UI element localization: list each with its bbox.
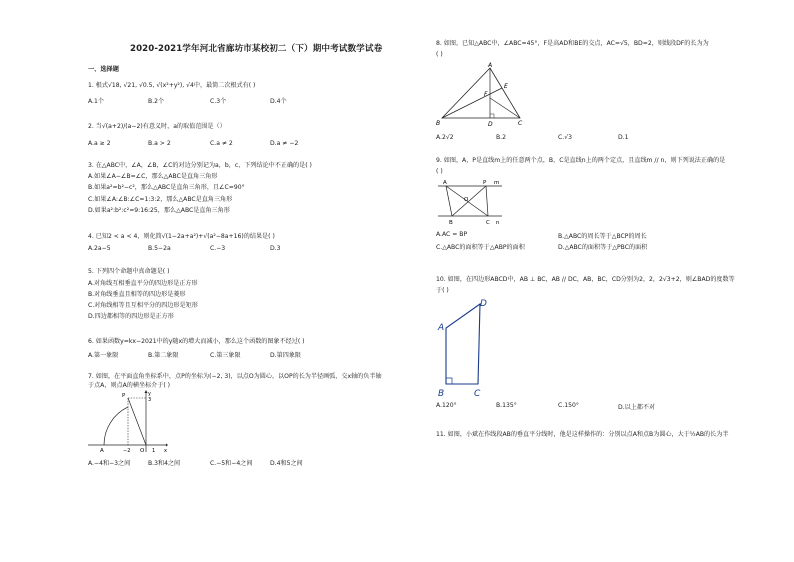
q7-figure	[88, 390, 168, 456]
q7-text-line1: 7. 如图，在平面直角坐标系中，点P的坐标为(−2, 3)，以点O为圆心，以OP的长为半径画弧，交x轴的负半轴	[88, 373, 382, 380]
q7-label-y: y	[148, 391, 151, 397]
q4-option-a: A.2a−5	[88, 245, 111, 252]
q7-text-line2: 于点A，则点A的横坐标介于( )	[88, 382, 171, 389]
q5-option-c: C.对角线相等且互相平分的四边形是矩形	[88, 302, 198, 309]
q9-label-p: P	[483, 180, 487, 186]
q2-option-c: C.a ≠ 2	[210, 140, 233, 147]
q8-option-d: D.1	[618, 134, 629, 141]
q8-text-line1: 8. 如图，已知△ABC中，∠ABC=45°，F是高AD和BE的交点，AC=√5，BD=2，则线段DF的长为为	[436, 40, 709, 47]
q5-option-a: A.对角线互相垂直平分的四边形是正方形	[88, 280, 198, 287]
q8-option-a: A.2√2	[436, 134, 454, 141]
q7-label-3: 3	[148, 397, 152, 403]
q2-option-b: B.a > 2	[148, 140, 171, 147]
section-heading: 一、选择题	[88, 66, 119, 73]
q9-label-a: A	[443, 180, 447, 186]
q10-label-a: A	[438, 323, 445, 333]
q10-text-line1: 10. 如图，在四边形ABCD中，AB ⊥ BC，AB // DC，AB，BC，CD分别为2，2，2√3+2，则∠BAD的度数等	[436, 276, 735, 283]
q8-option-c: C.√3	[558, 134, 572, 141]
q1-option-d: D.4个	[270, 98, 287, 105]
q6-text: 6. 如果函数y=kx−2021中的y随x的增大而减小，那么这个函数的图象不经过( )	[88, 338, 305, 345]
q9-segment-ab	[446, 186, 452, 216]
q1-option-c: C.3个	[210, 98, 227, 105]
q10-quadrilateral	[446, 304, 480, 384]
q6-option-c: C.第三象限	[210, 352, 241, 359]
q8-label-c: C	[518, 120, 523, 127]
q9-text-line1: 9. 如图，A，P是直线m上的任意两个点，B，C是直线n上的两个定点，且直线m // n，则下列说法正确的是	[436, 157, 726, 164]
q6-option-a: A.第一象限	[88, 352, 119, 359]
q10-text-line2: 于( )	[436, 287, 449, 294]
q4-option-c: C.−3	[210, 245, 226, 252]
q9-option-b: B.△ABC的周长等于△BCP的周长	[558, 233, 647, 240]
document-title: 2020-2021学年河北省廊坊市某校初二（下）期中考试数学试卷	[130, 44, 383, 54]
q10-label-b: B	[438, 389, 445, 399]
q9-segment-pc	[486, 186, 488, 216]
q10-option-a: A.120°	[436, 402, 457, 409]
q1-option-b: B.2个	[148, 98, 165, 105]
q8-option-b: B.2	[496, 134, 506, 141]
q10-option-b: B.135°	[496, 402, 517, 409]
q9-label-n: n	[496, 220, 500, 226]
q9-text-line2: ( )	[436, 168, 443, 175]
q4-option-d: D.3	[270, 245, 281, 252]
q10-figure	[436, 294, 496, 400]
q3-option-b: B.如果a²=b²−c²，那么△ABC是直角三角形，且∠C=90°	[88, 184, 245, 191]
q8-figure	[434, 62, 524, 128]
q7-segment-op	[128, 398, 146, 445]
q9-option-a: A.AC = BP	[436, 231, 468, 238]
q9-option-c: C.△ABC的面积等于△ABP的面积	[436, 244, 525, 251]
q8-label-d: D	[488, 121, 493, 128]
q9-segment-pb	[452, 186, 486, 216]
q2-text: 2. 当√(a+2)/(a−2)有意义时，a的取值范围是（）	[88, 123, 226, 130]
q3-text: 3. 在△ABC中，∠A，∠B，∠C的对边分别记为a，b，c，下列结论中不正确的是( )	[88, 162, 312, 169]
q3-option-c: C.如果∠A:∠B:∠C=1:3:2，那么△ABC是直角三角形	[88, 196, 233, 203]
q8-text-line2: ( )	[436, 51, 443, 58]
q7-x-arrow	[166, 444, 168, 447]
q9-label-o: O	[464, 197, 469, 203]
q2-option-a: A.a ≥ 2	[88, 140, 111, 147]
q7-label-a: A	[100, 448, 104, 454]
q11-text: 11. 如图，小斌在作线段AB的垂直平分线时，他是这样操作的：分别以点A和点B为圆心，大于½AB的长为半	[436, 431, 729, 438]
q9-figure	[436, 178, 506, 228]
q9-label-c: C	[486, 220, 490, 226]
q6-option-d: D.第四象限	[270, 352, 302, 359]
q7-option-a: A.−4和−3之间	[88, 460, 131, 467]
q10-right-angle-b	[446, 378, 452, 384]
q7-arc	[104, 407, 128, 445]
q8-label-a: A	[488, 62, 493, 69]
q9-option-d: D.△ABC的面积等于△PBC的面积	[558, 244, 648, 251]
q8-label-b: B	[436, 120, 441, 127]
q10-label-c: C	[474, 389, 481, 399]
q7-option-d: D.4和5之间	[270, 460, 303, 467]
q3-option-a: A.如果∠A−∠B=∠C，那么△ABC是直角三角形	[88, 173, 218, 180]
q10-label-d: D	[480, 299, 487, 309]
q6-option-b: B.第二象限	[148, 352, 179, 359]
q7-option-c: C.−5和−4之间	[210, 460, 253, 467]
q3-option-d: D.如果a²:b²:c²=9:16:25，那么△ABC是直角三角形	[88, 207, 230, 214]
q7-label-o: O	[140, 448, 145, 454]
q7-label-neg2: −2	[123, 448, 131, 454]
q5-text: 5. 下列四个命题中真命题是( )	[88, 268, 170, 275]
q4-text: 4. 已知2 < a < 4，则化简√(1−2a+a²)+√(a²−8a+16)的结果是( )	[88, 233, 275, 240]
q10-option-c: C.150°	[558, 402, 579, 409]
q8-label-f: F	[484, 91, 488, 98]
q9-label-m: m	[494, 180, 500, 186]
q8-label-e: E	[504, 83, 508, 90]
q1-text: 1. 根式√18, √21, √0.5, √(x²+y²), √4中，最简二次根式有( )	[88, 82, 256, 89]
q7-option-b: B.3和4之间	[148, 460, 181, 467]
q8-segment-cf	[490, 98, 520, 118]
q7-label-x: x	[164, 448, 167, 454]
q8-altitude-be	[442, 88, 502, 118]
q7-label-p: P	[122, 393, 126, 399]
q8-right-angle-d	[490, 114, 494, 118]
q5-option-b: B.对角线垂直且相等的四边形是菱形	[88, 291, 186, 298]
q4-option-b: B.5−2a	[148, 245, 171, 252]
q10-option-d: D.以上都不对	[618, 404, 656, 411]
q9-label-b: B	[449, 220, 453, 226]
q1-option-a: A.1个	[88, 98, 104, 105]
q5-option-d: D.四边都相等的四边形是正方形	[88, 313, 174, 320]
q2-option-d: D.a ≠ −2	[270, 140, 299, 147]
q7-label-1: 1	[152, 448, 156, 454]
